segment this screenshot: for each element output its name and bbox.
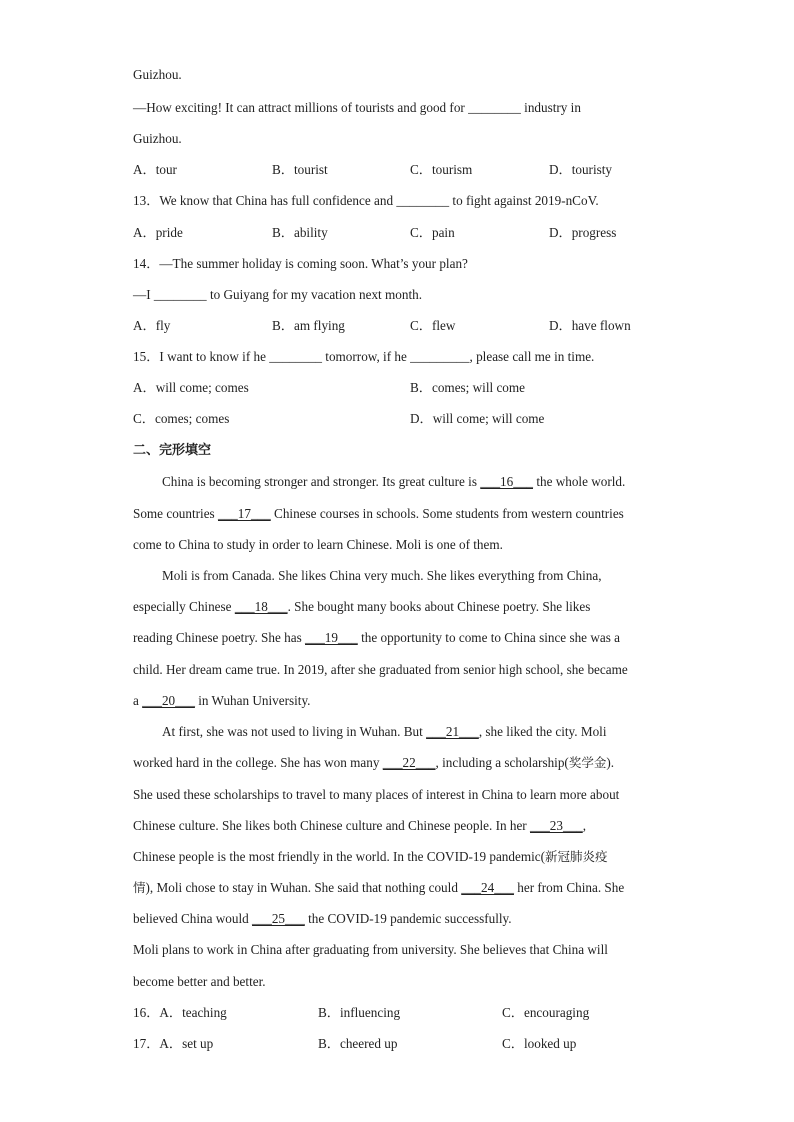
- blank-24: ___24___: [461, 880, 514, 895]
- blank-20: ___20___: [142, 693, 195, 708]
- q17-option-c: C．looked up: [502, 1036, 577, 1051]
- q17-option-b: B．cheered up: [318, 1036, 398, 1051]
- passage-line: Moli is from Canada. She likes China very much. She likes everything from China,: [162, 568, 602, 583]
- q13-option-a: A．pride: [133, 225, 183, 240]
- q13-option-b: B．ability: [272, 225, 328, 240]
- passage-line: Chinese culture. She likes both Chinese culture and Chinese people. In her ___23___,: [133, 818, 587, 833]
- passage-line: especially Chinese ___18___. She bought many books about Chinese poetry. She likes: [133, 599, 591, 614]
- q13-stem: 13．We know that China has full confidence and ________ to fight against 2019-nCoV.: [133, 193, 599, 208]
- passage-line: a ___20___ in Wuhan University.: [133, 693, 311, 708]
- passage-line: become better and better.: [133, 974, 266, 989]
- q13-option-c: C．pain: [410, 225, 455, 240]
- q15-blank-1: ________: [269, 349, 322, 364]
- blank-17: ___17___: [217, 506, 271, 521]
- q12-line2: —How exciting! It can attract millions of tourists and good for ________ industry in: [133, 100, 581, 115]
- q16-option-a: 16．A．teaching: [133, 1005, 227, 1020]
- q13-option-d: D．progress: [549, 225, 617, 240]
- q15-option-c: C．comes; comes: [133, 411, 230, 426]
- q15-option-d: D．will come; will come: [410, 411, 545, 426]
- q15-option-b: B．comes; will come: [410, 380, 526, 395]
- q15-option-a: A．will come; comes: [133, 380, 249, 395]
- passage-line: Moli plans to work in China after graduating from university. She believes that China will: [133, 942, 608, 957]
- q12-option-a: A．tour: [133, 162, 177, 177]
- q13-blank: ________: [396, 193, 450, 208]
- q12-option-d: D．touristy: [549, 162, 613, 177]
- passage-line: come to China to study in order to learn Chinese. Moli is one of them.: [133, 537, 503, 552]
- q12-blank: ________: [468, 100, 521, 115]
- blank-23: ___23___: [530, 818, 583, 833]
- passage-line: At first, she was not used to living in Wuhan. But ___21___, she liked the city. Moli: [162, 724, 607, 739]
- q15-stem: 15．I want to know if he ________ tomorrow, if he _________, please call me in time.: [133, 349, 595, 364]
- passage-line: 情), Moli chose to stay in Wuhan. She said that nothing could ___24___ her from China. She: [133, 880, 625, 895]
- passage-line: She used these scholarships to travel to many places of interest in China to learn more about: [133, 787, 620, 802]
- q12-continuation: Guizhou.: [133, 67, 182, 82]
- q14-stem: 14．—The summer holiday is coming soon. What’s your plan?: [133, 256, 468, 271]
- passage-line: child. Her dream came true. In 2019, after she graduated from senior high school, she became: [133, 662, 628, 677]
- q12-line3: Guizhou.: [133, 131, 182, 146]
- blank-19: ___19___: [305, 630, 358, 645]
- passage-line: Some countries ___17___ Chinese courses in schools. Some students from western countries: [133, 506, 624, 521]
- q16-option-c: C．encouraging: [502, 1005, 590, 1020]
- q14-option-b: B．am flying: [272, 318, 345, 333]
- passage-line: Chinese people is the most friendly in the world. In the COVID-19 pandemic(新冠肺炎疫: [133, 849, 608, 864]
- q12-option-c: C．tourism: [410, 162, 473, 177]
- blank-25: ___25___: [252, 911, 305, 926]
- section-heading: 二、完形填空: [133, 443, 212, 458]
- q16-option-b: B．influencing: [318, 1005, 401, 1020]
- q17-option-a: 17．A．set up: [133, 1036, 214, 1051]
- q15-blank-2: _________: [410, 349, 470, 364]
- passage-line: reading Chinese poetry. She has ___19___ the opportunity to come to China since she was a: [133, 630, 620, 645]
- q14-option-a: A．fly: [133, 318, 171, 333]
- blank-18: ___18___: [234, 599, 288, 614]
- blank-21: ___21___: [426, 724, 479, 739]
- blank-22: ___22___: [382, 755, 436, 770]
- q12-option-b: B．tourist: [272, 162, 328, 177]
- q14-blank: ________: [153, 287, 207, 302]
- passage-line: believed China would ___25___ the COVID-19 pandemic successfully.: [133, 911, 512, 926]
- blank-16: ___16___: [480, 474, 534, 489]
- passage-line: worked hard in the college. She has won many ___22___, including a scholarship(奖学金).: [133, 755, 615, 770]
- q14-option-d: D．have flown: [549, 318, 631, 333]
- passage-line: China is becoming stronger and stronger. Its great culture is ___16___ the whole world.: [162, 474, 626, 489]
- q14-reply: —I ________ to Guiyang for my vacation next month.: [133, 287, 422, 302]
- q14-option-c: C．flew: [410, 318, 456, 333]
